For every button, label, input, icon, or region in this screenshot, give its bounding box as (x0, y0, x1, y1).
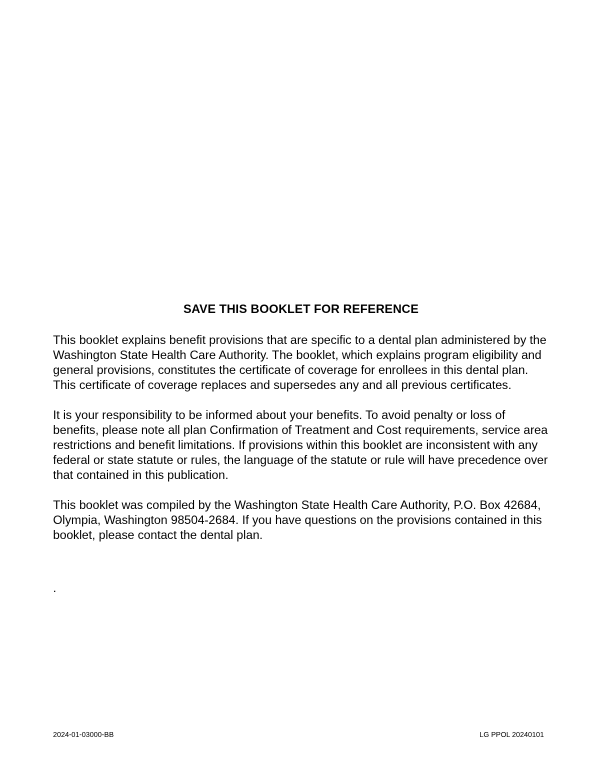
paragraph-contact: This booklet was compiled by the Washington State Health Care Authority, P.O. Box 42684, Olympia, Washington 98504-2684. If you have questions on the provisions contained in this booklet, please contact the dental plan. (53, 498, 542, 542)
booklet-body (53, 302, 549, 558)
page-heading: SAVE THIS BOOKLET FOR REFERENCE (183, 302, 419, 316)
paragraph-responsibility: It is your responsibility to be informed about your benefits. To avoid penalty or loss of benefits, please note all plan Confirmation of Treatment and Cost requirements, service area restrictions and benefit limitations. If provisions within this booklet are inconsistent with any federal or state statute or rules, the language of the statute or rule will have precedence over that contained in this publication. (53, 408, 548, 482)
footer-left-code: 2024-01-03000-BB (53, 730, 114, 739)
footer-right-code: LG PPOL 20240101 (479, 730, 544, 739)
paragraph-intro: This booklet explains benefit provisions that are specific to a dental plan administered by the Washington State Health Care Authority. The booklet, which explains program eligibility and general provisions, constitutes the certificate of coverage for enrollees in this dental plan. This certificate of coverage replaces and supersedes any and all previous certificates. (53, 333, 547, 392)
stray-mark: . (53, 581, 57, 595)
